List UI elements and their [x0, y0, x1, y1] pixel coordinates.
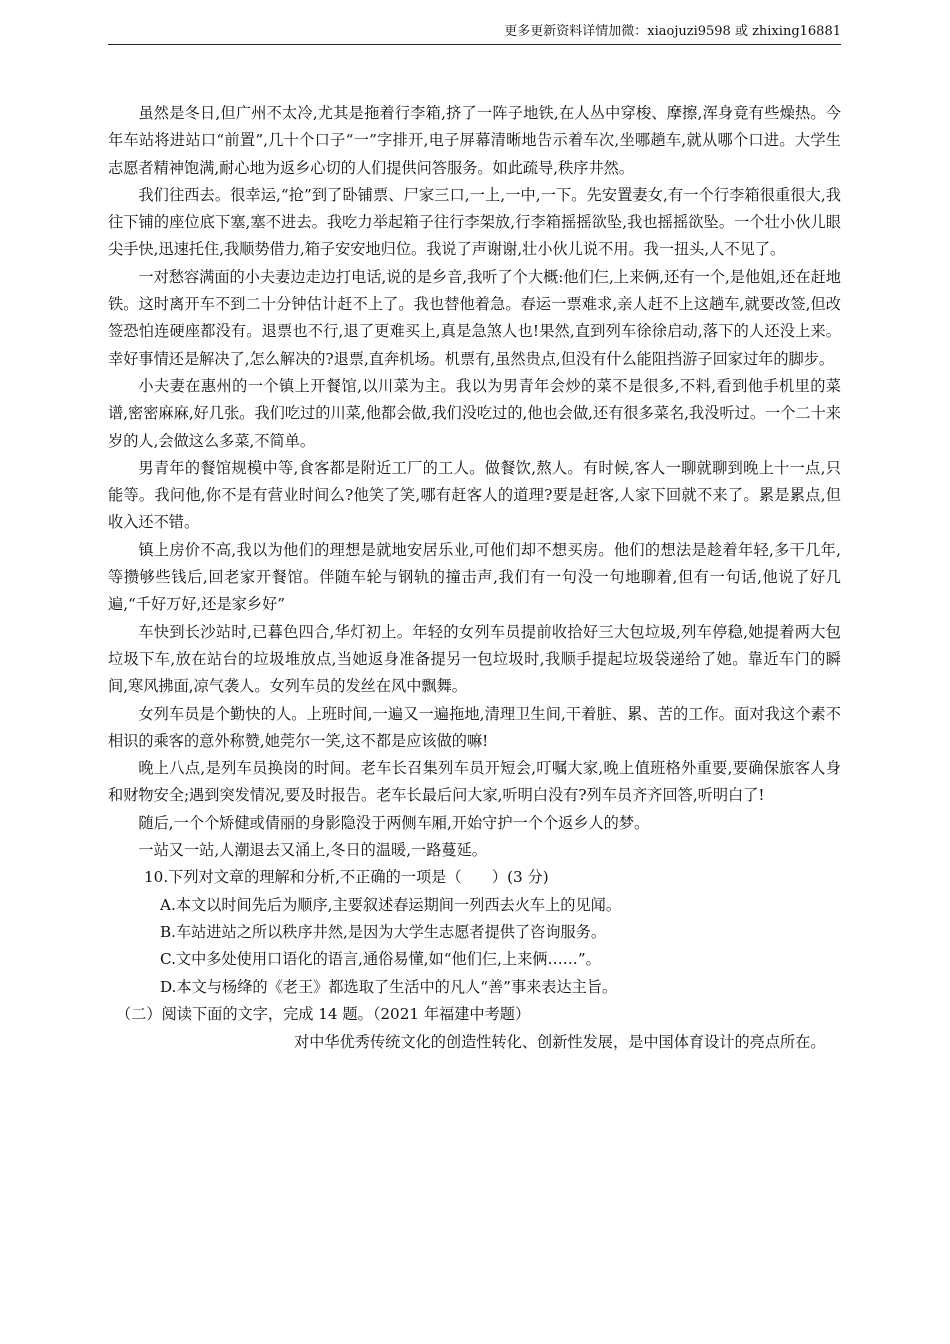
paragraph: 一站又一站,人潮退去又涌上,冬日的温暖,一路蔓延。 [138, 841, 487, 860]
question-stem: 10.下列对文章的理解和分析,不正确的一项是（ ）(3 分) [144, 868, 549, 887]
document-body [108, 100, 841, 1057]
paragraph: 男青年的餐馆规模中等,食客都是附近工厂的工人。做餐饮,熬人。有时候,客人一聊就聊到晚上十一点,只能等。我问他,你不是有营业时间么?他笑了笑,哪有赶客人的道理?要是赶客,人家下回就不来了。累是累点,但收入还不错。 [108, 458, 841, 532]
paragraph: 随后,一个个矫健或倩丽的身影隐没于两侧车厢,开始守护一个个返乡人的梦。 [138, 813, 650, 832]
question-option-b: B.车站进站之所以秩序井然,是因为大学生志愿者提供了咨询服务。 [160, 922, 607, 941]
paragraph: 镇上房价不高,我以为他们的理想是就地安居乐业,可他们却不想买房。他们的想法是趁着年轻,多干几年,等攒够些钱后,回老家开餐馆。伴随车轮与钢轨的撞击声,我们有一句没一句地聊着,但有一句话,他说了好几遍,“千好万好,还是家乡好” [108, 540, 841, 614]
question-option-a: A.本文以时间先后为顺序,主要叙述春运期间一列西去火车上的见闻。 [160, 895, 622, 914]
paragraph: 晚上八点,是列车员换岗的时间。老车长召集列车员开短会,叮嘱大家,晚上值班格外重要,要确保旅客人身和财物安全;遇到突发情况,要及时报告。老车长最后问大家,听明白没有?列车员齐齐回答,听明白了! [108, 759, 841, 805]
paragraph: 虽然是冬日,但广州不太冷,尤其是拖着行李箱,挤了一阵子地铁,在人丛中穿梭、摩擦,浑身竟有些燥热。今年车站将进站口“前置”,几十个口子“一”字排开,电子屏幕清晰地告示着车次,坐哪趟车,就从哪个口进。大学生志愿者精神饱满,耐心地为返乡心切的人们提供问答服务。如此疏导,秩序井然。 [108, 104, 841, 177]
paragraph: 女列车员是个勤快的人。上班时间,一遍又一遍拖地,清理卫生间,干着脏、累、苦的工作。面对我这个素不相识的乘客的意外称赞,她莞尔一笑,这不都是应该做的嘛! [108, 704, 841, 750]
question-option-d: D.本文与杨绛的《老王》都选取了生活中的凡人“善”事来表达主旨。 [160, 977, 618, 996]
paragraph: 我们往西去。很幸运,“抢”到了卧铺票、尸家三口,一上,一中,一下。先安置妻女,有一个行李箱很重很大,我往下铺的座位底下塞,塞不进去。我吃力举起箱子往行李架放,行李箱摇摇欲坠,我也摇摇欲坠。一个壮小伙儿眼尖手快,迅速托住,我顺势借力,箱子安安地归位。我说了声谢谢,壮小伙儿说不用。我一扭头,人不见了。 [108, 185, 841, 259]
paragraph: 车快到长沙站时,已暮色四合,华灯初上。年轻的女列车员提前收拾好三大包垃圾,列车停稳,她提着两大包垃圾下车,放在站台的垃圾堆放点,当她返身准备提另一包垃圾时,我顺手提起垃圾袋递给了她。靠近车门的瞬间,寒风拂面,凉气袭人。女列车员的发丝在风中飘舞。 [108, 622, 841, 696]
section-paragraph: 对中华优秀传统文化的创造性转化、创新性发展，是中国体育设计的亮点所在。 [294, 1033, 826, 1052]
section-heading: （二）阅读下面的文字，完成 14 题。（2021 年福建中考题） [116, 1004, 531, 1023]
header-text: 更多更新资料详情加微：xiaojuzi9598 或 zhixing16881 [504, 24, 841, 39]
question-option-c: C.文中多处使用口语化的语言,通俗易懂,如“他们仨,上来俩……”。 [160, 950, 601, 969]
page-header [108, 20, 841, 45]
paragraph: 小夫妻在惠州的一个镇上开餐馆,以川菜为主。我以为男青年会炒的菜不是很多,不料,看到他手机里的菜谱,密密麻麻,好几张。我们吃过的川菜,他都会做,我们没吃过的,他也会做,还有很多菜名,我没听过。一个二十来岁的人,会做这么多菜,不简单。 [108, 376, 841, 450]
paragraph: 一对愁容满面的小夫妻边走边打电话,说的是乡音,我听了个大概:他们仨,上来俩,还有一个,是他姐,还在赶地铁。这时离开车不到二十分钟估计赶不上了。我也替他着急。春运一票难求,亲人赶不上这趟车,就要改签,但改签恐怕连硬座都没有。退票也不行,退了更难买上,真是急煞人也!果然,直到列车徐徐启动,落下的人还没上来。幸好事情还是解决了,怎么解决的?退票,直奔机场。机票有,虽然贵点,但没有什么能阻挡游子回家过年的脚步。 [108, 267, 841, 368]
